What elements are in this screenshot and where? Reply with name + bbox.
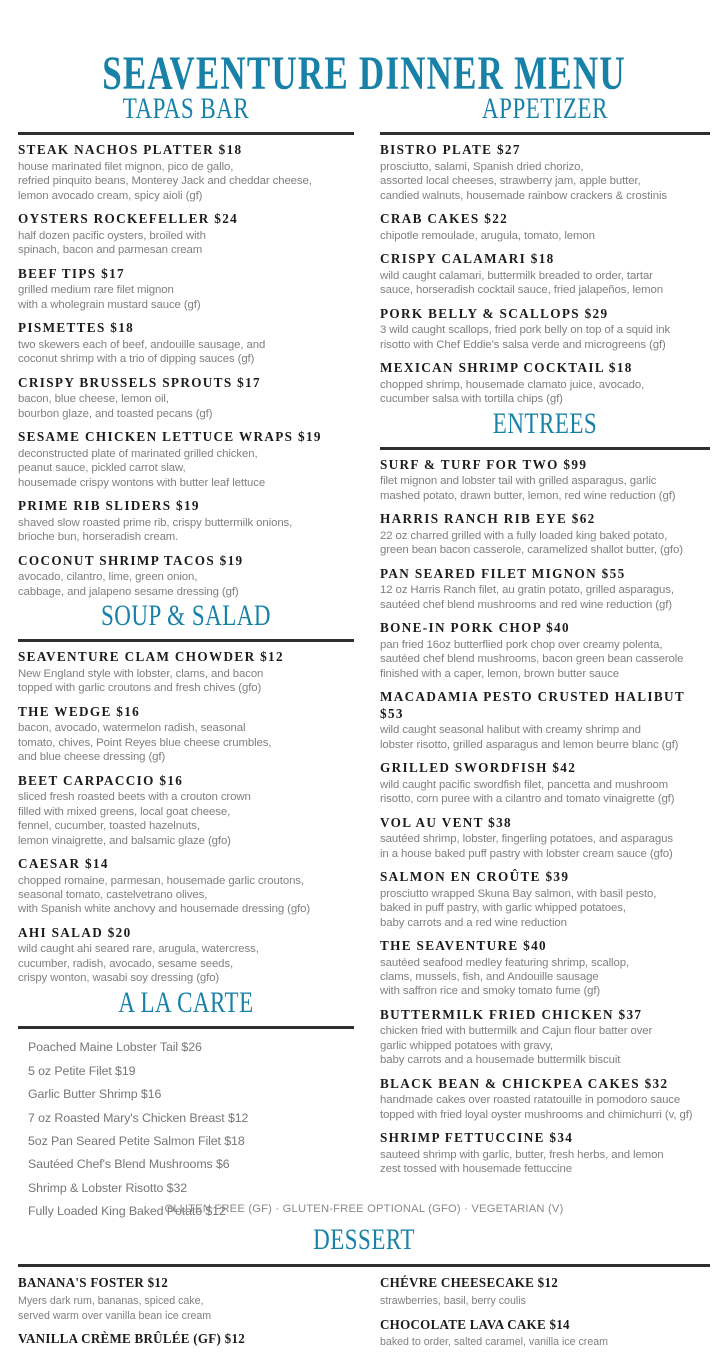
description-line: wild caught pacific swordfish filet, pancetta and mushroom bbox=[380, 778, 668, 791]
description-line: with saffron rice and smoky tomato fume (gf) bbox=[380, 985, 601, 998]
menu-item bbox=[18, 773, 354, 848]
menu-item-name: GRILLED SWORDFISH $42 bbox=[380, 760, 577, 776]
menu-item-description bbox=[18, 516, 354, 545]
description-line: peanut sauce, pickled carrot slaw, bbox=[18, 462, 186, 475]
description-line: deconstructed plate of marinated grilled chicken, bbox=[18, 447, 258, 460]
a-la-carte-item: Shrimp & Lobster Risotto $32 bbox=[28, 1180, 188, 1195]
menu-item bbox=[18, 429, 354, 490]
description-line: crispy wonton, wasabi soy dressing (gfo) bbox=[18, 972, 220, 985]
menu-item-description bbox=[380, 583, 710, 612]
menu-item-name: COCONUT SHRIMP TACOS $19 bbox=[18, 552, 244, 568]
description-line: clams, mussels, fish, and Andouille sausage bbox=[380, 970, 599, 983]
description-line: served warm over vanilla bean ice cream bbox=[18, 1309, 212, 1322]
description-line: sautéed chef blend mushrooms, bacon green bean casserole bbox=[380, 653, 684, 666]
menu-section bbox=[380, 92, 710, 406]
description-line: topped with fried loyal oyster mushrooms and chimichurri (v, gf) bbox=[380, 1108, 693, 1121]
menu-item-description bbox=[18, 942, 354, 985]
description-line: baked to order, salted caramel, vanilla ice cream bbox=[380, 1336, 609, 1349]
description-line: lemon vinaigrette, and balsamic glaze (gfo) bbox=[18, 834, 231, 847]
menu-item bbox=[18, 320, 354, 366]
description-line: New England style with lobster, clams, and bacon bbox=[18, 667, 264, 680]
section-heading: TAPAS BAR bbox=[122, 92, 250, 125]
description-line: 12 oz Harris Ranch filet, au gratin potato, grilled asparagus, bbox=[380, 584, 674, 597]
description-line: bacon, blue cheese, lemon oil, bbox=[18, 393, 169, 406]
menu-item bbox=[380, 760, 710, 806]
description-line: shaved slow roasted prime rib, crispy buttermilk onions, bbox=[18, 516, 293, 529]
description-line: filet mignon and lobster tail with grilled asparagus, garlic bbox=[380, 475, 657, 488]
description-line: zest tossed with housemade fettuccine bbox=[380, 1163, 572, 1176]
menu-item bbox=[380, 360, 710, 406]
a-la-carte-list bbox=[18, 1036, 354, 1223]
dessert-item-name: CHOCOLATE LAVA CAKE $14 bbox=[380, 1317, 570, 1333]
menu-item-description bbox=[380, 1024, 710, 1067]
menu-item bbox=[380, 211, 710, 243]
dessert-item bbox=[380, 1276, 710, 1308]
menu-item bbox=[380, 689, 710, 752]
menu-item-name: STEAK NACHOS PLATTER $18 bbox=[18, 142, 243, 158]
menu-item bbox=[380, 1130, 710, 1176]
section-divider bbox=[380, 447, 710, 450]
menu-item-description bbox=[380, 1093, 710, 1122]
description-line: baby carrots and a housemade buttermilk biscuit bbox=[380, 1054, 621, 1067]
dietary-legend: GLUTEN FREE (GF) · GLUTEN-FREE OPTIONAL (GFO) · VEGETARIAN (V) bbox=[164, 1203, 564, 1216]
menu-item-description bbox=[380, 832, 710, 861]
menu-item bbox=[380, 457, 710, 503]
description-line: chipotle remoulade, arugula, tomato, lemon bbox=[380, 229, 595, 242]
description-line: two skewers each of beef, andouille sausage, and bbox=[18, 338, 266, 351]
menu-item-name: BONE-IN PORK CHOP $40 bbox=[380, 620, 570, 636]
menu-item bbox=[18, 925, 354, 986]
menu-item-description bbox=[18, 721, 354, 764]
menu-item bbox=[18, 211, 354, 257]
menu-item-name: HARRIS RANCH RIB EYE $62 bbox=[380, 511, 596, 527]
description-line: wild caught calamari, buttermilk breaded to order, tartar bbox=[380, 269, 653, 282]
dessert-left-column bbox=[18, 1276, 354, 1359]
menu-item bbox=[380, 1007, 710, 1068]
dessert-item-name: BANANA'S FOSTER $12 bbox=[18, 1276, 168, 1292]
section-heading: APPETIZER bbox=[482, 92, 608, 125]
description-line: brioche bun, horseradish cream. bbox=[18, 531, 179, 544]
left-column bbox=[18, 92, 354, 1225]
menu-item-name: THE SEAVENTURE $40 bbox=[380, 938, 547, 953]
description-line: sauteed shrimp with garlic, butter, fresh herbs, and lemon bbox=[380, 1148, 664, 1161]
menu-item-name: PRIME RIB SLIDERS $19 bbox=[18, 498, 200, 514]
description-line: cabbage, and jalapeno sesame dressing (gf) bbox=[18, 585, 239, 598]
description-line: garlic whipped potatoes with gravy, bbox=[380, 1039, 553, 1052]
menu-item-description bbox=[18, 667, 354, 696]
description-line: Myers dark rum, bananas, spiced cake, bbox=[18, 1294, 204, 1307]
menu-item-name: CAESAR $14 bbox=[18, 856, 109, 872]
menu-item-name: BEET CARPACCIO $16 bbox=[18, 772, 184, 788]
menu-item-description bbox=[380, 229, 710, 243]
menu-item bbox=[380, 511, 710, 557]
section-heading: SOUP & SALAD bbox=[100, 598, 271, 632]
description-line: coconut shrimp with a trio of dipping sauces (gf) bbox=[18, 353, 255, 366]
menu-item bbox=[18, 498, 354, 544]
left-sections bbox=[18, 92, 354, 985]
description-line: assorted local cheeses, strawberry jam, apple butter, bbox=[380, 175, 641, 188]
menu-item-description bbox=[380, 269, 710, 298]
menu-item-description bbox=[380, 529, 710, 558]
dessert-item-description bbox=[18, 1294, 337, 1323]
description-line: avocado, cilantro, lime, green onion, bbox=[18, 571, 198, 584]
menu-item-name: SESAME CHICKEN LETTUCE WRAPS $19 bbox=[18, 429, 322, 445]
description-line: half dozen pacific oysters, broiled with bbox=[18, 229, 206, 242]
description-line: finished with a caper, lemon, brown butter sauce bbox=[380, 667, 619, 680]
description-line: sautéed chef blend mushrooms and red wine reduction (gf) bbox=[380, 598, 672, 611]
menu-item bbox=[380, 306, 710, 352]
menu-item-description bbox=[18, 447, 354, 490]
description-line: cucumber salsa with tortilla chips (gf) bbox=[380, 393, 563, 406]
menu-item-description bbox=[18, 229, 354, 258]
menu-item-name: THE WEDGE $16 bbox=[18, 703, 141, 719]
description-line: sauce, horseradish cocktail sauce, fried jalapeños, lemon bbox=[380, 284, 664, 297]
a-la-carte-item: Poached Maine Lobster Tail $26 bbox=[28, 1040, 202, 1055]
right-column bbox=[374, 92, 710, 1184]
dessert-item bbox=[380, 1318, 710, 1350]
description-line: in a house baked puff pastry with lobster cream sauce (gfo) bbox=[380, 847, 673, 860]
dessert-item bbox=[18, 1332, 354, 1349]
menu-item bbox=[18, 704, 354, 765]
menu-item-description bbox=[380, 638, 710, 681]
menu-item bbox=[18, 266, 354, 312]
description-line: bacon, avocado, watermelon radish, seasonal bbox=[18, 722, 246, 735]
description-line: wild caught seasonal halibut with creamy shrimp and bbox=[380, 724, 641, 737]
description-line: pan fried 16oz butterflied pork chop over creamy polenta, bbox=[380, 638, 663, 651]
menu-item-name: AHI SALAD $20 bbox=[18, 924, 132, 940]
right-sections bbox=[380, 92, 710, 1176]
menu-item-description bbox=[18, 874, 354, 917]
description-line: with a wholegrain mustard sauce (gf) bbox=[18, 298, 201, 311]
description-line: refried pinquito beans, Monterey Jack and cheddar cheese, bbox=[18, 175, 312, 188]
dessert-item-name: CHÉVRE CHEESECAKE $12 bbox=[380, 1276, 559, 1292]
menu-item-description bbox=[380, 778, 710, 807]
description-line: handmade cakes over roasted ratatouille in pomodoro sauce bbox=[380, 1094, 681, 1107]
menu-item-name: MEXICAN SHRIMP COCKTAIL $18 bbox=[380, 360, 633, 376]
menu-item bbox=[380, 1076, 710, 1122]
description-line: chopped shrimp, housemade clamato juice, avocado, bbox=[380, 378, 645, 391]
description-line: strawberries, basil, berry coulis bbox=[380, 1294, 526, 1307]
a-la-carte-section bbox=[18, 985, 354, 1223]
section-heading-dessert: DESSERT bbox=[313, 1222, 415, 1256]
menu-item-description bbox=[18, 570, 354, 599]
section-divider bbox=[18, 132, 354, 135]
a-la-carte-item: Garlic Butter Shrimp $16 bbox=[28, 1087, 162, 1102]
menu-item bbox=[18, 375, 354, 421]
menu-item-description bbox=[380, 474, 710, 503]
page-title: SEAVENTURE DINNER MENU bbox=[102, 47, 626, 101]
dessert-item bbox=[18, 1276, 354, 1323]
menu-item-description bbox=[380, 323, 710, 352]
description-line: tomato, chives, Point Reyes blue cheese crumbles, bbox=[18, 736, 272, 749]
description-line: lobster risotto, grilled asparagus and lemon beurre blanc (gf) bbox=[380, 738, 679, 751]
section-divider bbox=[18, 1026, 354, 1029]
description-line: sautéed seafood medley featuring shrimp, scallop, bbox=[380, 956, 630, 969]
menu-item-description bbox=[18, 160, 354, 203]
menu-item bbox=[380, 566, 710, 612]
dessert-item-description bbox=[380, 1335, 694, 1350]
menu-item bbox=[18, 649, 354, 695]
section-divider bbox=[380, 132, 710, 135]
description-line: sliced fresh roasted beets with a crouton crown bbox=[18, 791, 251, 804]
dessert-section bbox=[0, 1222, 728, 1359]
menu-section bbox=[18, 598, 354, 986]
menu-columns bbox=[0, 92, 728, 1225]
menu-item-description bbox=[18, 790, 354, 848]
section-heading: ENTREES bbox=[492, 406, 598, 440]
menu-item-description bbox=[18, 338, 354, 367]
menu-item-description bbox=[380, 723, 710, 752]
menu-item-name: OYSTERS ROCKEFELLER $24 bbox=[18, 211, 239, 227]
a-la-carte-item: Sautéed Chef's Blend Mushrooms $6 bbox=[28, 1157, 230, 1172]
dessert-right-column bbox=[374, 1276, 710, 1359]
description-line: chopped romaine, parmesan, housemade garlic croutons, bbox=[18, 874, 304, 887]
dessert-item-description bbox=[380, 1294, 694, 1309]
description-line: lemon avocado cream, spicy aioli (gf) bbox=[18, 189, 203, 202]
section-divider bbox=[18, 639, 354, 642]
menu-item-name: BISTRO PLATE $27 bbox=[380, 142, 521, 158]
menu-item-name: PISMETTES $18 bbox=[18, 320, 135, 336]
description-line: bourbon glaze, and toasted pecans (gf) bbox=[18, 407, 213, 420]
menu-item-description bbox=[380, 1148, 710, 1177]
a-la-carte-item: 5oz Pan Seared Petite Salmon Filet $18 bbox=[28, 1134, 245, 1149]
section-heading-a-la-carte: A LA CARTE bbox=[118, 985, 254, 1019]
description-line: prosciutto, salami, Spanish dried chorizo, bbox=[380, 160, 584, 173]
menu-item-name: SEAVENTURE CLAM CHOWDER $12 bbox=[18, 649, 284, 665]
description-line: mashed potato, drawn butter, lemon, red wine reduction (gf) bbox=[380, 489, 676, 502]
description-line: 22 oz charred grilled with a fully loaded king baked potato, bbox=[380, 529, 668, 542]
description-line: seasonal tomato, castelvetrano olives, bbox=[18, 889, 208, 901]
menu-item-description bbox=[380, 887, 710, 930]
a-la-carte-item: 5 oz Petite Filet $19 bbox=[28, 1063, 136, 1078]
description-line: grilled medium rare filet mignon bbox=[18, 284, 174, 297]
menu-item bbox=[380, 869, 710, 930]
menu-item bbox=[18, 553, 354, 599]
menu-item-name: SHRIMP FETTUCCINE $34 bbox=[380, 1130, 574, 1146]
menu-item-name: BUTTERMILK FRIED CHICKEN $37 bbox=[380, 1006, 643, 1022]
menu-item bbox=[380, 938, 710, 999]
menu-item-description bbox=[18, 283, 354, 312]
description-line: baked in puff pastry, with garlic whipped potatoes, bbox=[380, 902, 626, 915]
description-line: baby carrots and a red wine reduction bbox=[380, 916, 567, 929]
description-line: spinach, bacon and parmesan cream bbox=[18, 244, 203, 257]
menu-item-name: PAN SEARED FILET MIGNON $55 bbox=[380, 565, 626, 581]
menu-item bbox=[18, 142, 354, 203]
menu-item bbox=[380, 142, 710, 203]
menu-item-description bbox=[18, 392, 354, 421]
menu-item-name: BEEF TIPS $17 bbox=[18, 265, 125, 281]
menu-item-name: CRISPY CALAMARI $18 bbox=[380, 251, 555, 267]
description-line: candied walnuts, housemade rainbow crackers & crostinis bbox=[380, 189, 668, 202]
description-line: and blue cheese dressing (gf) bbox=[18, 751, 166, 764]
a-la-carte-item: 7 oz Roasted Mary's Chicken Breast $12 bbox=[28, 1110, 249, 1125]
menu-section bbox=[380, 406, 710, 1177]
menu-section bbox=[18, 92, 354, 599]
description-line: filled with mixed greens, local goat cheese, bbox=[18, 805, 231, 818]
menu-item-name: CRAB CAKES $22 bbox=[380, 211, 509, 227]
menu-item bbox=[380, 620, 710, 681]
description-line: cucumber, radish, avocado, sesame seeds, bbox=[18, 957, 234, 970]
description-line: house marinated filet mignon, pico de gallo, bbox=[18, 160, 234, 173]
menu-item-name: VOL AU VENT $38 bbox=[380, 814, 512, 830]
menu-item-description bbox=[380, 160, 710, 203]
menu-item-name: BLACK BEAN & CHICKPEA CAKES $32 bbox=[380, 1075, 669, 1091]
description-line: chicken fried with buttermilk and Cajun flour batter over bbox=[380, 1025, 653, 1038]
description-line: risotto, corn puree with a cilantro and tomato vinaigrette (gf) bbox=[380, 793, 675, 806]
a-la-carte-item: Fully Loaded King Baked Potato $12 bbox=[28, 1204, 226, 1219]
menu-item-name: SURF & TURF FOR TWO $99 bbox=[380, 456, 588, 472]
description-line: housemade crispy wontons with butter leaf lettuce bbox=[18, 476, 266, 489]
menu-item-name: SALMON EN CROÛTE $39 bbox=[380, 869, 570, 885]
dessert-item-name: VANILLA CRÈME BRÛLÉE (GF) $12 bbox=[18, 1332, 246, 1348]
section-divider bbox=[18, 1264, 710, 1267]
menu-item-description bbox=[380, 956, 710, 999]
menu-item-name: CRISPY BRUSSELS SPROUTS $17 bbox=[18, 374, 261, 390]
description-line: risotto with Chef Eddie's salsa verde and microgreens (gf) bbox=[380, 338, 666, 351]
description-line: fennel, cucumber, toasted hazelnuts, bbox=[18, 820, 200, 833]
description-line: with Spanish white anchovy and housemade dressing (gfo) bbox=[18, 903, 311, 916]
description-line: green bean bacon casserole, caramelized shallot butter, (gfo) bbox=[380, 544, 683, 557]
menu-item bbox=[380, 251, 710, 297]
menu-item-description bbox=[380, 378, 710, 407]
menu-item-name: MACADAMIA PESTO CRUSTED HALIBUT $53 bbox=[380, 689, 685, 721]
menu-item-name: PORK BELLY & SCALLOPS $29 bbox=[380, 305, 609, 321]
description-line: wild caught ahi seared rare, arugula, watercress, bbox=[18, 943, 259, 956]
description-line: 3 wild caught scallops, fried pork belly on top of a squid ink bbox=[380, 324, 671, 337]
menu-item bbox=[380, 815, 710, 861]
menu-item bbox=[18, 856, 354, 917]
description-line: topped with garlic croutons and fresh chives (gfo) bbox=[18, 682, 262, 695]
description-line: prosciutto wrapped Skuna Bay salmon, with basil pesto, bbox=[380, 887, 657, 900]
description-line: sautéed shrimp, lobster, fingerling potatoes, and asparagus bbox=[380, 833, 673, 846]
